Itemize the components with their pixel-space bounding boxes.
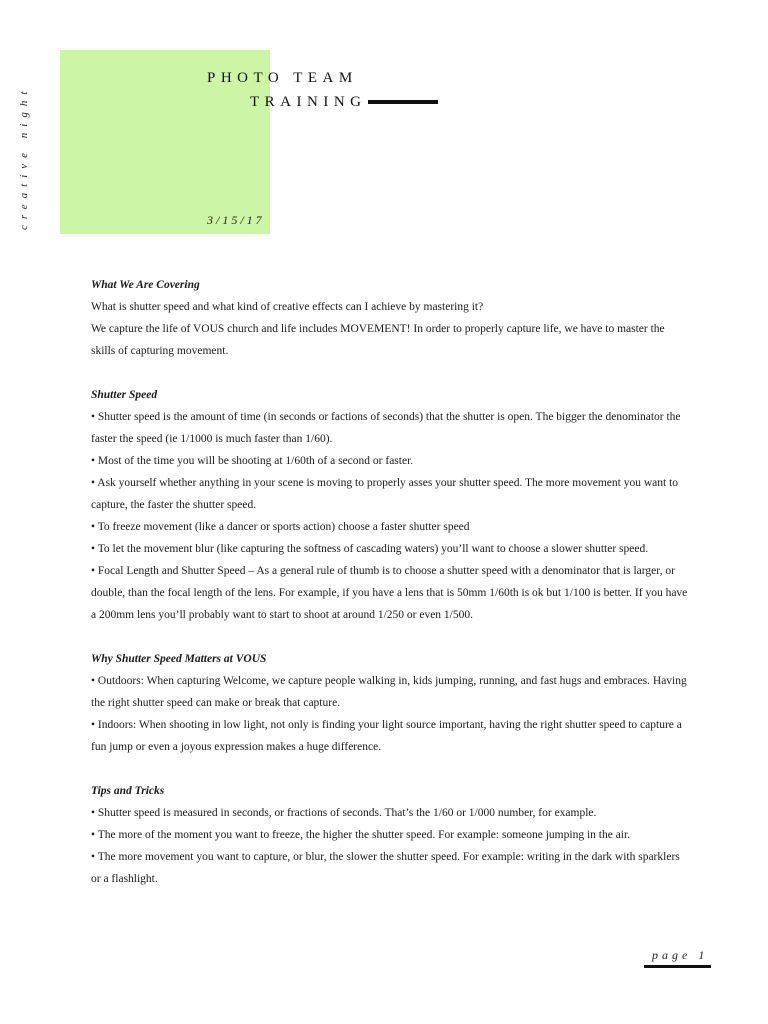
page-number: page 1 xyxy=(652,948,709,962)
bullet-item: • To let the movement blur (like capturing the softness of cascading waters) you’ll want to choose a slower shutter speed. xyxy=(91,543,649,555)
paragraph: We capture the life of VOUS church and life includes MOVEMENT! In order to properly capture life, we have to master the skills of capturing movement. xyxy=(91,323,665,357)
section-what-we-are-covering xyxy=(91,274,691,362)
bullet-item: • Indoors: When shooting in low light, not only is finding your light source important, having the right shutter speed to capture a fun jump or even a joyous expression makes a huge difference. xyxy=(91,719,682,753)
paragraph: What is shutter speed and what kind of creative effects can I achieve by mastering it? xyxy=(91,301,484,313)
bullet-item: • Outdoors: When capturing Welcome, we capture people walking in, kids jumping, running, and fast hugs and embraces. Having the right shutter speed can make or break that capture. xyxy=(91,675,687,709)
bullet-item: • Shutter speed is measured in seconds, or fractions of seconds. That’s the 1/60 or 1/000 number, for example. xyxy=(91,807,597,819)
section-heading: Tips and Tricks xyxy=(91,785,165,797)
bullet-item: • Focal Length and Shutter Speed – As a general rule of thumb is to choose a shutter speed with a denominator that is larger, or double, than the focal length of the lens. For example, if you have a lens that is 50mm 1/60th is ok but 1/100 is better. If you have a 200mm lens you’ll probably want to start to shoot at around 1/250 or even 1/500. xyxy=(91,565,688,621)
title-line-1: PHOTO TEAM xyxy=(207,70,358,86)
section-why-shutter-speed-matters xyxy=(91,648,691,758)
bullet-item: • The more of the moment you want to freeze, the higher the shutter speed. For example: someone jumping in the air. xyxy=(91,829,631,841)
page-number-bar xyxy=(644,965,711,968)
section-heading: Why Shutter Speed Matters at VOUS xyxy=(91,653,267,665)
section-heading: What We Are Covering xyxy=(91,279,200,291)
side-label: creative night xyxy=(18,85,30,230)
section-heading: Shutter Speed xyxy=(91,389,158,401)
bullet-item: • Most of the time you will be shooting at 1/60th of a second or faster. xyxy=(91,455,414,467)
document-body xyxy=(91,274,691,912)
title-divider-bar xyxy=(368,100,438,104)
title-line-2: TRAINING xyxy=(250,94,367,110)
date: 3/15/17 xyxy=(207,213,265,227)
section-tips-and-tricks xyxy=(91,780,691,890)
bullet-item: • Shutter speed is the amount of time (in seconds or factions of seconds) that the shutter is open. The bigger the denominator the faster the speed (ie 1/1000 is much faster than 1/60). xyxy=(91,411,681,445)
bullet-item: • Ask yourself whether anything in your scene is moving to properly asses your shutter speed. The more movement you want to capture, the faster the shutter speed. xyxy=(91,477,679,511)
bullet-item: • The more movement you want to capture, or blur, the slower the shutter speed. For example: writing in the dark with sparklers or a flashlight. xyxy=(91,851,680,885)
section-shutter-speed xyxy=(91,384,691,626)
bullet-item: • To freeze movement (like a dancer or sports action) choose a faster shutter speed xyxy=(91,521,470,533)
